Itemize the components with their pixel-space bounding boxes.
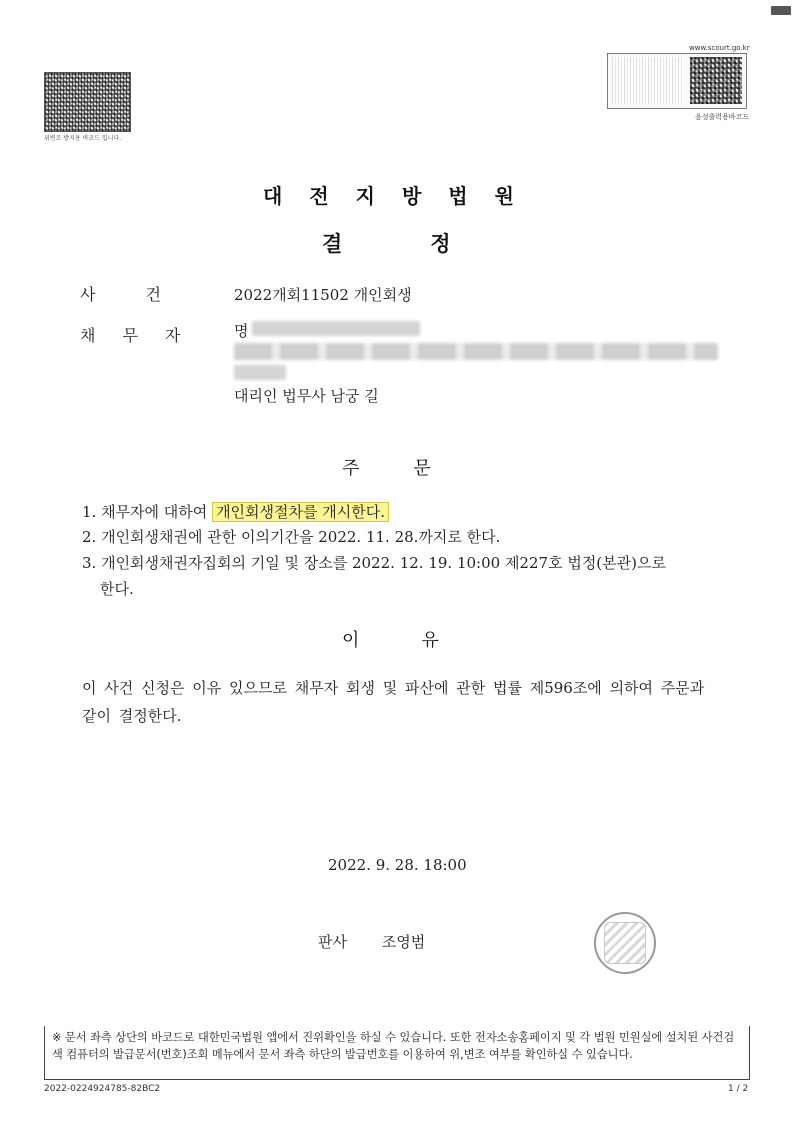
redacted-debtor-address-line2 <box>234 365 286 380</box>
document-type-title: 결정 <box>322 232 539 256</box>
order-item-1-highlight: 개인회생절차를 개시한다. <box>212 502 389 522</box>
judge-title: 판사 <box>318 933 347 951</box>
case-number: 2022개회11502 개인회생 <box>234 286 412 304</box>
decision-date: 2022. 9. 28. 18:00 <box>328 856 467 874</box>
debtor-agent: 대리인 법무사 남궁 길 <box>234 387 379 405</box>
reason-heading: 이유 <box>342 630 501 651</box>
reason-text: 이 사건 신청은 이유 있으므로 채무자 회생 및 파산에 관한 법률 제596조에 의하여 주문과 같이 결정한다. <box>82 679 705 725</box>
order-item-1 <box>82 500 389 525</box>
voice-barcode-caption: 음성출력용바코드 <box>695 113 750 121</box>
page-number: 1 / 2 <box>728 1084 749 1094</box>
judge-name: 조영범 <box>381 933 426 951</box>
debtor-name-prefix: 명 <box>234 322 249 340</box>
judge-signature-line <box>318 931 425 952</box>
2d-barcode <box>690 57 742 104</box>
court-title: 대전지방법원 <box>263 184 541 208</box>
redacted-debtor-name <box>252 321 420 336</box>
order-item-3: 3. 개인회생채권자집회의 기일 및 장소를 2022. 12. 19. 10:00 제227호 법정(본관)으로 <box>82 554 666 572</box>
order-item-1-text: 1. 채무자에 대하여 <box>82 503 208 521</box>
issue-number: 2022-0224924785-82BC2 <box>44 1084 161 1094</box>
debtor-label: 채무자 <box>80 326 208 345</box>
order-item-3-continuation: 한다. <box>100 580 134 598</box>
linear-barcode <box>612 57 684 104</box>
security-barcode-caption: 위변조 방지용 바코드 입니다. <box>44 135 122 142</box>
order-heading: 주문 <box>342 458 485 479</box>
court-url: www.scourt.go.kr <box>689 44 750 52</box>
scan-corner-mark <box>771 6 791 15</box>
judge-seal-characters <box>604 922 646 964</box>
redacted-debtor-address <box>234 343 718 360</box>
verification-notice-text: ※ 문서 좌측 상단의 바코드로 대한민국법원 앱에서 진위확인을 하실 수 있습니다. 또한 전자소송홈페이지 및 각 법원 민원실에 설치된 사건검색 컴퓨터의 발급문서(번호)조회 메뉴에서 문서 좌측 하단의 발급번호를 이용하여 위,변조 여부를 확인하실 수 있습니다. <box>52 1031 735 1061</box>
security-barcode <box>44 72 131 132</box>
order-item-2: 2. 개인회생채권에 관한 이의기간을 2022. 11. 28.까지로 한다. <box>82 528 501 546</box>
case-label: 사건 <box>80 285 211 304</box>
